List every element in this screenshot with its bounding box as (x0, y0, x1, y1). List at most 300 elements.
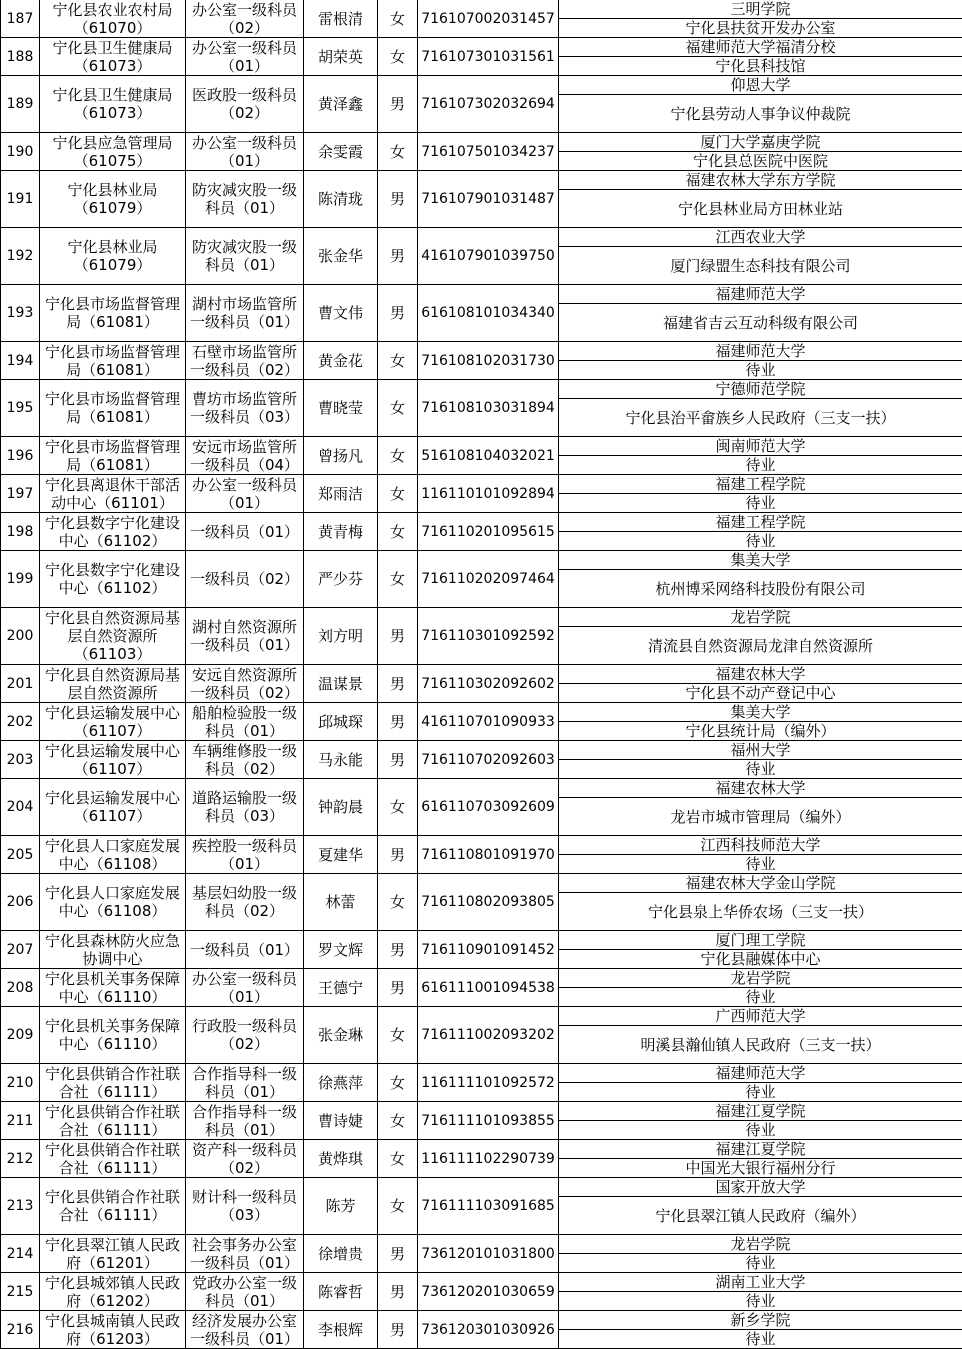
exam-ticket-number: 116111101092572 (418, 1064, 559, 1102)
exam-ticket-number: 716107302032694 (418, 76, 559, 133)
position-cell: 党政办公室一级科员（01） (186, 1273, 304, 1311)
gender-cell: 女 (378, 38, 418, 76)
school-work-cell (559, 437, 962, 475)
position-cell: 医政股一级科员（02） (186, 76, 304, 133)
school-work-cell (559, 665, 962, 703)
work-unit: 待业 (559, 361, 962, 379)
school-work-cell (559, 836, 962, 874)
school-work-cell (559, 342, 962, 380)
graduate-school: 厦门理工学院 (559, 931, 962, 950)
row-number: 198 (1, 513, 40, 551)
department-cell: 宁化县森林防火应急协调中心 (40, 931, 186, 969)
table-row (1, 1140, 962, 1178)
school-work-cell (559, 285, 962, 342)
exam-ticket-number: 516108104032021 (418, 437, 559, 475)
position-cell: 船舶检验股一级科员（01） (186, 703, 304, 741)
candidate-name: 林蕾 (304, 874, 378, 931)
gender-cell: 男 (378, 741, 418, 779)
department-cell: 宁化县市场监督管理局（61081） (40, 285, 186, 342)
candidate-name: 曹晓莹 (304, 380, 378, 437)
row-number: 216 (1, 1311, 40, 1349)
position-cell: 一级科员（02） (186, 551, 304, 608)
graduate-school: 龙岩学院 (559, 969, 962, 988)
exam-ticket-number: 736120201030659 (418, 1273, 559, 1311)
table-row (1, 1102, 962, 1140)
row-number: 190 (1, 133, 40, 171)
gender-cell: 男 (378, 1273, 418, 1311)
graduate-school: 福州大学 (559, 741, 962, 760)
candidate-name: 李根辉 (304, 1311, 378, 1349)
work-unit: 宁化县扶贫开发办公室 (559, 19, 962, 37)
graduate-school: 福建师范大学 (559, 1064, 962, 1083)
work-unit: 宁化县不动产登记中心 (559, 684, 962, 702)
graduate-school: 龙岩学院 (559, 608, 962, 627)
work-unit: 待业 (559, 760, 962, 778)
position-cell: 一级科员（01） (186, 513, 304, 551)
row-number: 199 (1, 551, 40, 608)
department-cell: 宁化县市场监督管理局（61081） (40, 380, 186, 437)
graduate-school: 集美大学 (559, 551, 962, 570)
school-work-cell (559, 741, 962, 779)
graduate-school: 仰恩大学 (559, 76, 962, 95)
candidate-name: 张金华 (304, 228, 378, 285)
table-row (1, 38, 962, 76)
department-cell: 宁化县数字宁化建设中心（61102） (40, 551, 186, 608)
school-work-cell (559, 551, 962, 608)
gender-cell: 女 (378, 1102, 418, 1140)
candidate-name: 黄烨琪 (304, 1140, 378, 1178)
row-number: 192 (1, 228, 40, 285)
candidate-name: 马永能 (304, 741, 378, 779)
candidate-name: 陈清珑 (304, 171, 378, 228)
school-work-cell (559, 1007, 962, 1064)
department-cell: 宁化县卫生健康局（61073） (40, 76, 186, 133)
exam-ticket-number: 736120101031800 (418, 1235, 559, 1273)
graduate-school: 新乡学院 (559, 1311, 962, 1330)
work-unit: 宁化县劳动人事争议仲裁院 (559, 95, 962, 132)
table-row (1, 874, 962, 931)
position-cell: 社会事务办公室一级科员（01） (186, 1235, 304, 1273)
exam-ticket-number: 716110301092592 (418, 608, 559, 665)
gender-cell: 女 (378, 1140, 418, 1178)
candidate-name: 郑雨洁 (304, 475, 378, 513)
graduate-school: 湖南工业大学 (559, 1273, 962, 1292)
candidate-name: 曹诗婕 (304, 1102, 378, 1140)
department-cell: 宁化县供销合作社联合社（61111） (40, 1178, 186, 1235)
position-cell: 安远市场监管所一级科员（04） (186, 437, 304, 475)
work-unit: 宁化县治平畲族乡人民政府（三支一扶） (559, 399, 962, 436)
work-unit: 待业 (559, 532, 962, 550)
row-number: 196 (1, 437, 40, 475)
school-work-cell (559, 1064, 962, 1102)
work-unit: 杭州博采网络科技股份有限公司 (559, 570, 962, 607)
exam-ticket-number: 416107901039750 (418, 228, 559, 285)
graduate-school: 江西科技师范大学 (559, 836, 962, 855)
work-unit: 待业 (559, 855, 962, 873)
candidate-name: 徐增贵 (304, 1235, 378, 1273)
exam-ticket-number: 716107501034237 (418, 133, 559, 171)
row-number: 189 (1, 76, 40, 133)
exam-ticket-number: 716110802093805 (418, 874, 559, 931)
table-row (1, 741, 962, 779)
table-row (1, 437, 962, 475)
work-unit: 龙岩市城市管理局（编外） (559, 798, 962, 835)
graduate-school: 福建江夏学院 (559, 1102, 962, 1121)
graduate-school: 集美大学 (559, 703, 962, 722)
gender-cell: 女 (378, 380, 418, 437)
graduate-school: 福建农林大学 (559, 665, 962, 684)
position-cell: 办公室一级科员（01） (186, 38, 304, 76)
table-row (1, 836, 962, 874)
graduate-school: 宁德师范学院 (559, 380, 962, 399)
work-unit: 待业 (559, 456, 962, 474)
school-work-cell (559, 133, 962, 171)
department-cell: 宁化县农业农村局（61070） (40, 0, 186, 38)
table-row (1, 342, 962, 380)
work-unit: 待业 (559, 1330, 962, 1348)
graduate-school: 福建工程学院 (559, 513, 962, 532)
table-row (1, 76, 962, 133)
department-cell: 宁化县卫生健康局（61073） (40, 38, 186, 76)
department-cell: 宁化县自然资源局基层自然资源所（61103） (40, 608, 186, 665)
graduate-school: 福建工程学院 (559, 475, 962, 494)
gender-cell: 女 (378, 342, 418, 380)
candidate-name: 曾扬凡 (304, 437, 378, 475)
table-row (1, 475, 962, 513)
graduate-school: 福建农林大学 (559, 779, 962, 798)
candidate-name: 陈芳 (304, 1178, 378, 1235)
table-row (1, 285, 962, 342)
department-cell: 宁化县林业局（61079） (40, 228, 186, 285)
table-row (1, 133, 962, 171)
table-row (1, 1235, 962, 1273)
exam-ticket-number: 716111002093202 (418, 1007, 559, 1064)
exam-ticket-number: 716111103091685 (418, 1178, 559, 1235)
candidate-name: 王德宁 (304, 969, 378, 1007)
gender-cell: 女 (378, 1007, 418, 1064)
school-work-cell (559, 1311, 962, 1349)
department-cell: 宁化县城郊镇人民政府（61202） (40, 1273, 186, 1311)
gender-cell: 女 (378, 874, 418, 931)
exam-ticket-number: 716110202097464 (418, 551, 559, 608)
graduate-school: 江西农业大学 (559, 228, 962, 247)
gender-cell: 男 (378, 285, 418, 342)
row-number: 204 (1, 779, 40, 836)
row-number: 208 (1, 969, 40, 1007)
graduate-school: 厦门大学嘉庚学院 (559, 133, 962, 152)
gender-cell: 女 (378, 133, 418, 171)
gender-cell: 男 (378, 608, 418, 665)
position-cell: 湖村自然资源所一级科员（01） (186, 608, 304, 665)
graduate-school: 国家开放大学 (559, 1178, 962, 1197)
candidate-name: 钟韵晨 (304, 779, 378, 836)
candidate-name: 雷根清 (304, 0, 378, 38)
position-cell: 道路运输股一级科员（03） (186, 779, 304, 836)
work-unit: 待业 (559, 1254, 962, 1272)
position-cell: 经济发展办公室一级科员（01） (186, 1311, 304, 1349)
school-work-cell (559, 874, 962, 931)
candidate-name: 夏建华 (304, 836, 378, 874)
candidate-name: 邱城琛 (304, 703, 378, 741)
row-number: 207 (1, 931, 40, 969)
work-unit: 待业 (559, 1292, 962, 1310)
work-unit: 中国光大银行福州分行 (559, 1159, 962, 1177)
row-number: 206 (1, 874, 40, 931)
department-cell: 宁化县市场监督管理局（61081） (40, 437, 186, 475)
department-cell: 宁化县数字宁化建设中心（61102） (40, 513, 186, 551)
department-cell: 宁化县运输发展中心（61107） (40, 779, 186, 836)
school-work-cell (559, 38, 962, 76)
work-unit: 待业 (559, 494, 962, 512)
department-cell: 宁化县离退休干部活动中心（61101） (40, 475, 186, 513)
school-work-cell (559, 380, 962, 437)
exam-ticket-number: 616111001094538 (418, 969, 559, 1007)
department-cell: 宁化县人口家庭发展中心（61108） (40, 874, 186, 931)
table-row (1, 0, 962, 38)
candidate-name: 余雯霞 (304, 133, 378, 171)
school-work-cell (559, 931, 962, 969)
table-row (1, 608, 962, 665)
graduate-school: 福建师范大学福清分校 (559, 38, 962, 57)
school-work-cell (559, 1140, 962, 1178)
candidate-name: 胡荣英 (304, 38, 378, 76)
candidate-name: 张金琳 (304, 1007, 378, 1064)
row-number: 188 (1, 38, 40, 76)
exam-ticket-number: 716107002031457 (418, 0, 559, 38)
graduate-school: 福建师范大学 (559, 285, 962, 304)
table-row (1, 1273, 962, 1311)
gender-cell: 女 (378, 437, 418, 475)
work-unit: 宁化县统计局（编外） (559, 722, 962, 740)
department-cell: 宁化县运输发展中心（61107） (40, 741, 186, 779)
work-unit: 宁化县林业局方田林业站 (559, 190, 962, 227)
row-number: 201 (1, 665, 40, 703)
exam-ticket-number: 716108102031730 (418, 342, 559, 380)
position-cell: 合作指导科一级科员（01） (186, 1102, 304, 1140)
table-row (1, 228, 962, 285)
position-cell: 防灾减灾股一级科员（01） (186, 228, 304, 285)
candidate-name: 曹文伟 (304, 285, 378, 342)
school-work-cell (559, 0, 962, 38)
table-row (1, 1311, 962, 1349)
table-row (1, 1178, 962, 1235)
exam-ticket-number: 716110302092602 (418, 665, 559, 703)
row-number: 187 (1, 0, 40, 38)
graduate-school: 广西师范大学 (559, 1007, 962, 1026)
candidate-name: 黄金花 (304, 342, 378, 380)
graduate-school: 福建师范大学 (559, 342, 962, 361)
school-work-cell (559, 76, 962, 133)
gender-cell: 女 (378, 779, 418, 836)
department-cell: 宁化县运输发展中心（61107） (40, 703, 186, 741)
row-number: 202 (1, 703, 40, 741)
table-body (1, 0, 962, 1349)
candidate-name: 刘方明 (304, 608, 378, 665)
graduate-school: 福建江夏学院 (559, 1140, 962, 1159)
exam-ticket-number: 616108101034340 (418, 285, 559, 342)
position-cell: 办公室一级科员（01） (186, 969, 304, 1007)
school-work-cell (559, 1102, 962, 1140)
row-number: 200 (1, 608, 40, 665)
position-cell: 疾控股一级科员（01） (186, 836, 304, 874)
position-cell: 车辆维修股一级科员（02） (186, 741, 304, 779)
table-row (1, 779, 962, 836)
gender-cell: 男 (378, 836, 418, 874)
gender-cell: 男 (378, 665, 418, 703)
candidate-name: 严少芬 (304, 551, 378, 608)
school-work-cell (559, 1273, 962, 1311)
department-cell: 宁化县供销合作社联合社（61111） (40, 1102, 186, 1140)
graduate-school: 龙岩学院 (559, 1235, 962, 1254)
row-number: 205 (1, 836, 40, 874)
gender-cell: 女 (378, 1178, 418, 1235)
gender-cell: 男 (378, 76, 418, 133)
table-row (1, 969, 962, 1007)
exam-ticket-number: 116111102290739 (418, 1140, 559, 1178)
candidate-name: 温谋景 (304, 665, 378, 703)
exam-ticket-number: 716110201095615 (418, 513, 559, 551)
candidate-name: 陈睿哲 (304, 1273, 378, 1311)
position-cell: 财计科一级科员（03） (186, 1178, 304, 1235)
table-row (1, 1064, 962, 1102)
department-cell: 宁化县林业局（61079） (40, 171, 186, 228)
position-cell: 石壁市场监管所一级科员（02） (186, 342, 304, 380)
school-work-cell (559, 475, 962, 513)
position-cell: 办公室一级科员（02） (186, 0, 304, 38)
row-number: 211 (1, 1102, 40, 1140)
exam-ticket-number: 716111101093855 (418, 1102, 559, 1140)
department-cell: 宁化县城南镇人民政府（61203） (40, 1311, 186, 1349)
row-number: 215 (1, 1273, 40, 1311)
candidate-name: 徐燕萍 (304, 1064, 378, 1102)
exam-ticket-number: 116110101092894 (418, 475, 559, 513)
department-cell: 宁化县人口家庭发展中心（61108） (40, 836, 186, 874)
position-cell: 合作指导科一级科员（01） (186, 1064, 304, 1102)
exam-ticket-number: 716110801091970 (418, 836, 559, 874)
gender-cell: 男 (378, 703, 418, 741)
gender-cell: 男 (378, 1311, 418, 1349)
position-cell: 行政股一级科员（02） (186, 1007, 304, 1064)
candidate-name: 黄泽鑫 (304, 76, 378, 133)
graduate-school: 闽南师范大学 (559, 437, 962, 456)
gender-cell: 男 (378, 1235, 418, 1273)
candidate-name: 黄青梅 (304, 513, 378, 551)
table-row (1, 171, 962, 228)
work-unit: 明溪县瀚仙镇人民政府（三支一扶） (559, 1026, 962, 1063)
gender-cell: 女 (378, 0, 418, 38)
exam-ticket-number: 716110901091452 (418, 931, 559, 969)
exam-ticket-number: 736120301030926 (418, 1311, 559, 1349)
row-number: 214 (1, 1235, 40, 1273)
position-cell: 基层妇幼股一级科员（02） (186, 874, 304, 931)
table-row (1, 1007, 962, 1064)
row-number: 209 (1, 1007, 40, 1064)
school-work-cell (559, 171, 962, 228)
department-cell: 宁化县供销合作社联合社（61111） (40, 1064, 186, 1102)
row-number: 191 (1, 171, 40, 228)
gender-cell: 男 (378, 171, 418, 228)
work-unit: 宁化县融媒体中心 (559, 950, 962, 968)
gender-cell: 女 (378, 475, 418, 513)
work-unit: 待业 (559, 988, 962, 1006)
exam-ticket-number: 716110702092603 (418, 741, 559, 779)
position-cell: 办公室一级科员（01） (186, 133, 304, 171)
graduate-school: 三明学院 (559, 0, 962, 19)
work-unit: 清流县自然资源局龙津自然资源所 (559, 627, 962, 664)
candidate-name: 罗文辉 (304, 931, 378, 969)
row-number: 213 (1, 1178, 40, 1235)
table-row (1, 703, 962, 741)
work-unit: 厦门绿盟生态科技有限公司 (559, 247, 962, 284)
row-number: 194 (1, 342, 40, 380)
exam-ticket-number: 716107301031561 (418, 38, 559, 76)
department-cell: 宁化县机关事务保障中心（61110） (40, 969, 186, 1007)
work-unit: 福建省吉云互动科级有限公司 (559, 304, 962, 341)
school-work-cell (559, 1235, 962, 1273)
table-row (1, 551, 962, 608)
gender-cell: 女 (378, 551, 418, 608)
table-row (1, 665, 962, 703)
school-work-cell (559, 969, 962, 1007)
school-work-cell (559, 608, 962, 665)
gender-cell: 男 (378, 931, 418, 969)
work-unit: 宁化县翠江镇人民政府（编外） (559, 1197, 962, 1234)
position-cell: 湖村市场监管所一级科员（01） (186, 285, 304, 342)
table-row (1, 931, 962, 969)
graduate-school: 福建农林大学东方学院 (559, 171, 962, 190)
gender-cell: 男 (378, 228, 418, 285)
exam-ticket-number: 616110703092609 (418, 779, 559, 836)
position-cell: 曹坊市场监管所一级科员（03） (186, 380, 304, 437)
position-cell: 防灾减灾股一级科员（01） (186, 171, 304, 228)
school-work-cell (559, 513, 962, 551)
work-unit: 宁化县泉上华侨农场（三支一扶） (559, 893, 962, 930)
department-cell: 宁化县供销合作社联合社（61111） (40, 1140, 186, 1178)
department-cell: 宁化县机关事务保障中心（61110） (40, 1007, 186, 1064)
position-cell: 办公室一级科员（01） (186, 475, 304, 513)
department-cell: 宁化县市场监督管理局（61081） (40, 342, 186, 380)
school-work-cell (559, 1178, 962, 1235)
work-unit: 宁化县总医院中医院 (559, 152, 962, 170)
row-number: 212 (1, 1140, 40, 1178)
position-cell: 资产科一级科员（02） (186, 1140, 304, 1178)
department-cell: 宁化县自然资源局基层自然资源所 (40, 665, 186, 703)
school-work-cell (559, 779, 962, 836)
work-unit: 待业 (559, 1121, 962, 1139)
row-number: 203 (1, 741, 40, 779)
exam-ticket-number: 416110701090933 (418, 703, 559, 741)
gender-cell: 男 (378, 969, 418, 1007)
department-cell: 宁化县翠江镇人民政府（61201） (40, 1235, 186, 1273)
work-unit: 待业 (559, 1083, 962, 1101)
school-work-cell (559, 228, 962, 285)
table-row (1, 513, 962, 551)
school-work-cell (559, 703, 962, 741)
row-number: 195 (1, 380, 40, 437)
row-number: 210 (1, 1064, 40, 1102)
row-number: 197 (1, 475, 40, 513)
department-cell: 宁化县应急管理局（61075） (40, 133, 186, 171)
graduate-school: 福建农林大学金山学院 (559, 874, 962, 893)
position-cell: 一级科员（01） (186, 931, 304, 969)
exam-ticket-number: 716108103031894 (418, 380, 559, 437)
exam-ticket-number: 716107901031487 (418, 171, 559, 228)
gender-cell: 女 (378, 513, 418, 551)
position-cell: 安远自然资源所一级科员（02） (186, 665, 304, 703)
work-unit: 宁化县科技馆 (559, 57, 962, 75)
table-row (1, 380, 962, 437)
gender-cell: 女 (378, 1064, 418, 1102)
